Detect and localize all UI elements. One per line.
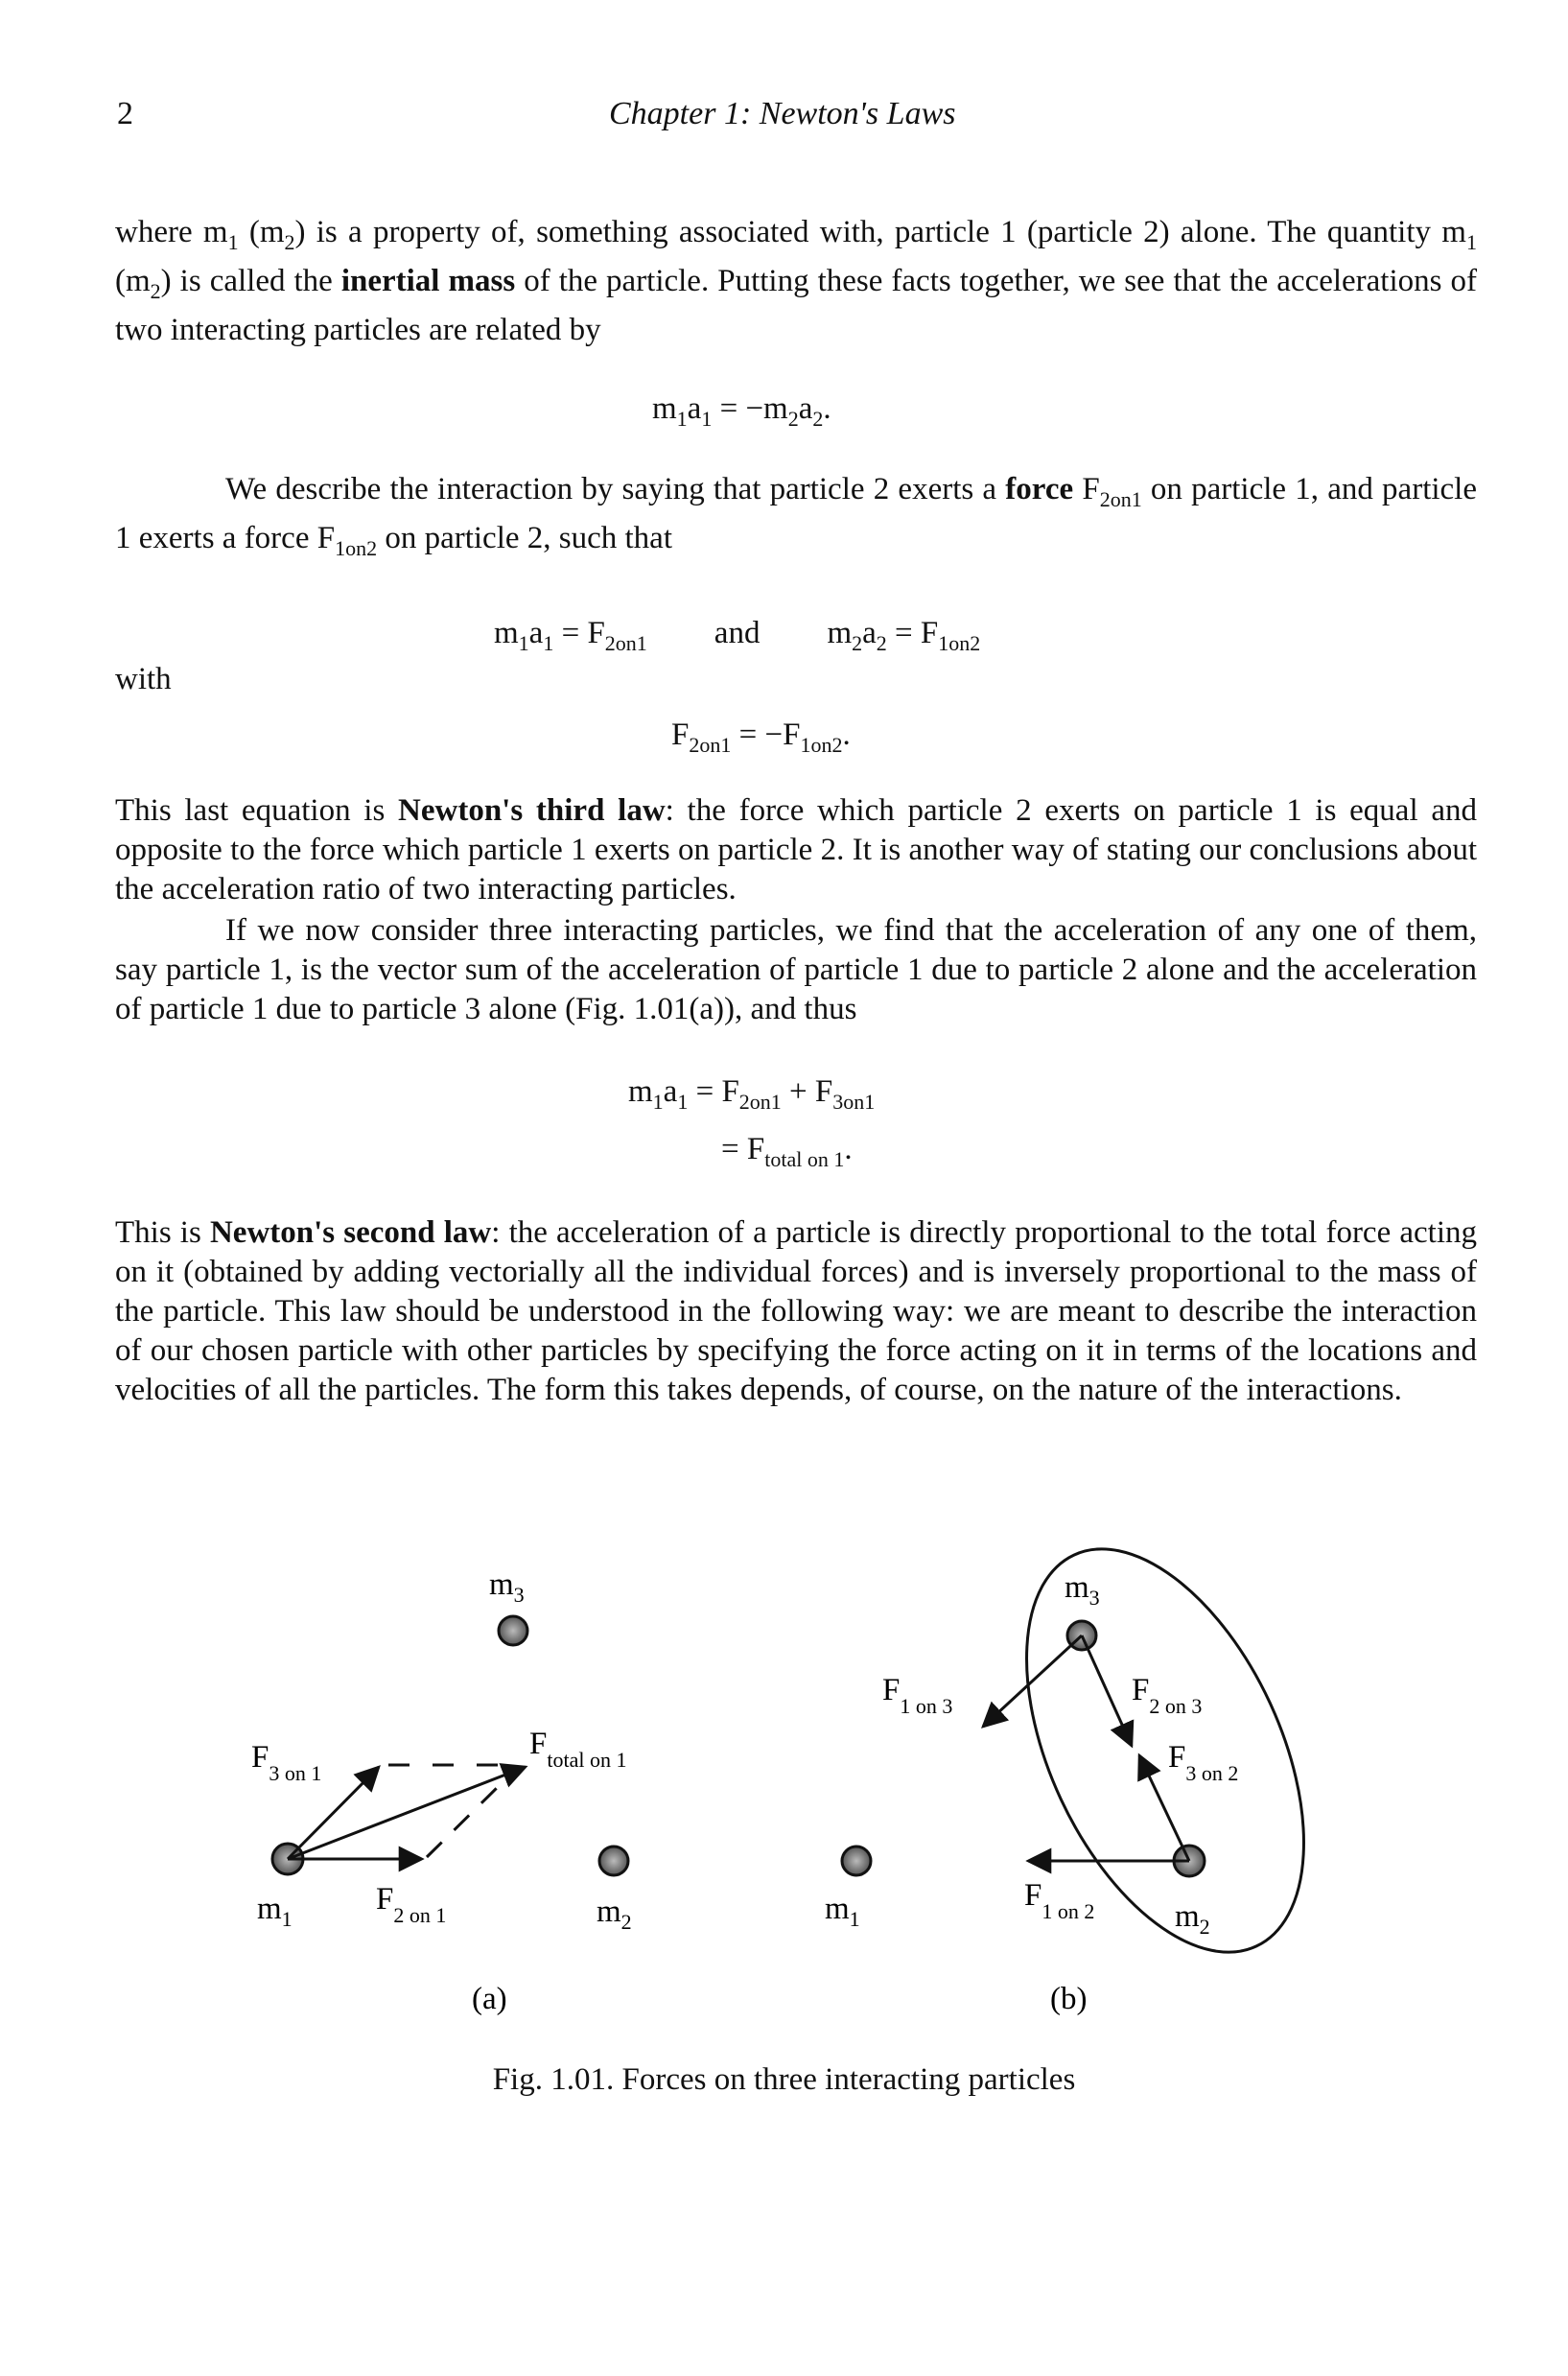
label-b-F1on3: $F_{1 on 3}$: [882, 1673, 953, 1718]
equation-third-law: $F_{2on1} = -F_{1on2}$.: [671, 718, 851, 757]
parallelogram-a-side: [427, 1786, 499, 1857]
arrow-b-F2on3: [1082, 1635, 1132, 1746]
paragraph-force-definition: We describe the interaction by saying that particle 2 exerts a force $F_{2on1}$ on particle 1, and particle 1 exerts a force $F_{1on2}$ on particle 2, such that: [115, 472, 1477, 560]
particle-a-m2: [599, 1847, 628, 1875]
label-b-F3on2: $F_{3 on 2}$: [1168, 1740, 1239, 1785]
figure-forces-three-particles: [0, 1496, 1568, 2091]
equation-acceleration-ratio: $m_1a_1 = -m_2a_2$.: [652, 391, 831, 431]
term-second-law: Newton's second law: [209, 1215, 492, 1250]
label-a-F3on1: $F_{3 on 1}$: [251, 1740, 322, 1785]
page-number: 2: [117, 96, 133, 131]
label-b-m1: $m_1$: [825, 1892, 860, 1931]
label-a-m2: $m_2$: [597, 1894, 632, 1934]
running-title: Chapter 1: Newton's Laws: [609, 96, 956, 131]
with-label: with: [115, 662, 172, 696]
paragraph-three-particles: If we now consider three interacting particles, we find that the acceleration of any one of them, say particle 1, is the vector sum of the acceleration of particle 1 due to particle 2 alone and the acceleration of particle 1 due to particle 3 alone (Fig. 1.01(a)), and thus: [115, 913, 1477, 1026]
paragraph-third-law: This last equation is Newton's third law: the force which particle 2 exerts on particle 1 is equal and opposite to the force which particle 1 exerts on particle 2. It is another way of stating our conclusions about the acceleration ratio of two interacting particles.: [115, 793, 1477, 906]
label-a-F2on1: $F_{2 on 1}$: [376, 1882, 447, 1927]
paragraph-inertial-mass: where $m_1$ $(m_2)$ is a property of, something associated with, particle 1 (particle 2) alone. The quantity $m_1$ $(m_2)$ is called the inertial mass of the particle. Putting these facts together, we see that the accelerations of two interacting particles are related by: [115, 215, 1477, 347]
label-a-panel: (a): [472, 1982, 507, 2016]
paragraph-second-law: This is Newton's second law: the acceleration of a particle is directly proportional to the total force acting on it (obtained by adding vectorially all the individual forces) and is inversely proportional to the mass of the particle. This law should be understood in the following way: we are meant to describe the interaction of our chosen particle with other particles by specifying the force acting on it in terms of the locations and velocities of all the particles. The form this takes depends, of course, on the nature of the interactions.: [115, 1215, 1477, 1407]
label-b-m3: $m_3$: [1065, 1570, 1100, 1610]
equation-second-law-line2: = $F_{total on 1}$.: [721, 1132, 853, 1171]
equation-force-pair: $m_1a_1 = F_{2on1}$ and $m_2a_2 = F_{1on2}$: [494, 616, 981, 655]
label-a-m1: $m_1$: [257, 1892, 293, 1931]
term-third-law: Newton's third law: [398, 793, 666, 828]
arrow-a-Ftotal: [288, 1767, 526, 1859]
term-force: force: [1005, 472, 1074, 506]
figure-caption: Fig. 1.01. Forces on three interacting particles: [492, 2062, 1076, 2097]
label-b-F1on2: $F_{1 on 2}$: [1024, 1878, 1095, 1923]
label-a-Ftotal: $F_{total on 1}$: [529, 1727, 627, 1772]
label-a-m3: $m_3$: [489, 1567, 525, 1607]
label-b-panel: (b): [1050, 1982, 1088, 2016]
ellipse-b-system: [970, 1506, 1361, 1994]
term-inertial-mass: inertial mass: [340, 264, 516, 298]
particle-b-m1: [842, 1847, 871, 1875]
label-b-F2on3: $F_{2 on 3}$: [1132, 1673, 1203, 1718]
equation-second-law-line1: $m_1a_1 = F_{2on1} + F_{3on1}$: [628, 1074, 876, 1114]
label-b-m2: $m_2$: [1175, 1899, 1210, 1939]
particle-a-m3: [499, 1616, 527, 1645]
